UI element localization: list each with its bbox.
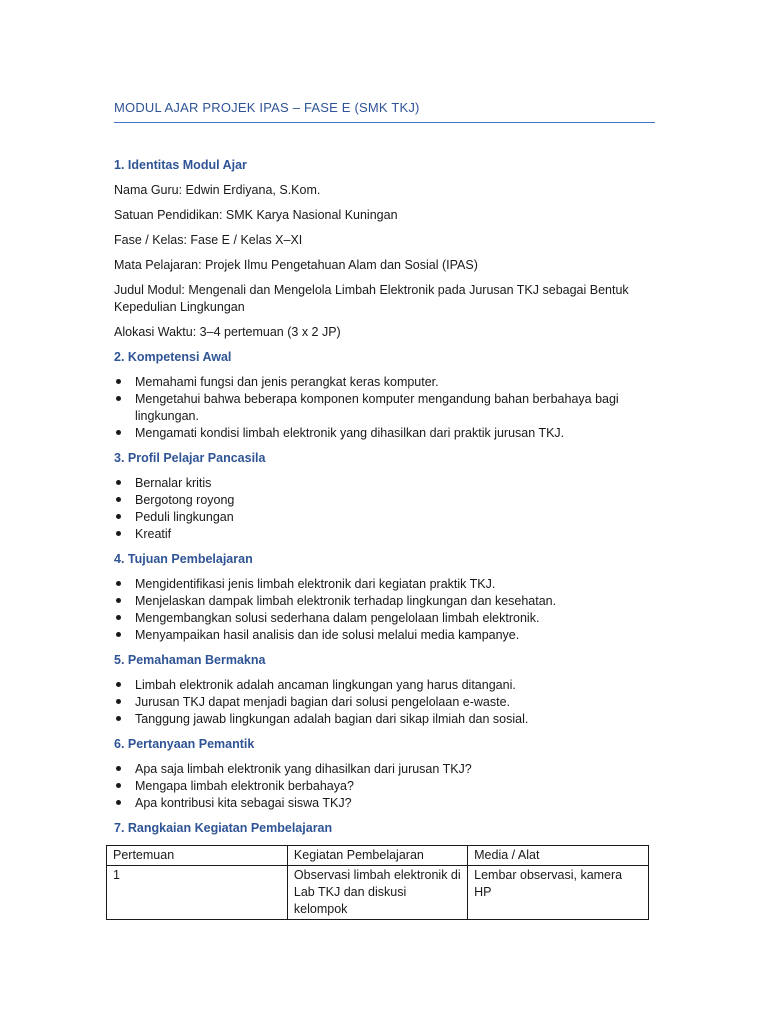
document-title: MODUL AJAR PROJEK IPAS – FASE E (SMK TKJ) — [114, 100, 420, 115]
column-header-pertemuan: Pertemuan — [107, 846, 288, 866]
document-body — [114, 157, 654, 920]
table-cell-media: Lembar observasi, kamera HP — [468, 866, 649, 920]
judul-modul: Judul Modul: Mengenali dan Mengelola Limbah Elektronik pada Jurusan TKJ sebagai Bentuk Kepedulian Lingkungan — [114, 283, 629, 314]
table-header-row — [107, 846, 649, 866]
fase-kelas: Fase / Kelas: Fase E / Kelas X–XI — [114, 233, 303, 247]
section-pertanyaan — [114, 736, 654, 812]
section-profil-pelajar — [114, 450, 654, 543]
list-item: Jurusan TKJ dapat menjadi bagian dari solusi pengelolaan e-waste. — [114, 694, 654, 711]
satuan-pendidikan: Satuan Pendidikan: SMK Karya Nasional Kuningan — [114, 208, 398, 222]
list-item: Tanggung jawab lingkungan adalah bagian dari sikap ilmiah dan sosial. — [114, 711, 654, 728]
list-item: Mengetahui bahwa beberapa komponen komputer mengandung bahan berbahaya bagi lingkungan. — [114, 391, 654, 425]
list-item: Mengidentifikasi jenis limbah elektronik dari kegiatan praktik TKJ. — [114, 576, 654, 593]
section-heading-kompetensi-awal: 2. Kompetensi Awal — [114, 350, 232, 364]
section-tujuan — [114, 551, 654, 644]
mata-pelajaran: Mata Pelajaran: Projek Ilmu Pengetahuan Alam dan Sosial (IPAS) — [114, 258, 478, 272]
column-header-media: Media / Alat — [468, 846, 649, 866]
column-header-kegiatan: Kegiatan Pembelajaran — [287, 846, 467, 866]
list-item: Apa kontribusi kita sebagai siswa TKJ? — [114, 795, 654, 812]
section-heading-pertanyaan: 6. Pertanyaan Pemantik — [114, 737, 255, 751]
table-row — [107, 866, 649, 920]
section-identitas — [114, 157, 654, 341]
profil-pelajar-list — [114, 475, 654, 543]
alokasi-waktu: Alokasi Waktu: 3–4 pertemuan (3 x 2 JP) — [114, 325, 341, 339]
section-rangkaian — [114, 820, 654, 920]
list-item: Mengapa limbah elektronik berbahaya? — [114, 778, 654, 795]
list-item: Mengamati kondisi limbah elektronik yang dihasilkan dari praktik jurusan TKJ. — [114, 425, 654, 442]
list-item: Menyampaikan hasil analisis dan ide solusi melalui media kampanye. — [114, 627, 654, 644]
list-item: Peduli lingkungan — [114, 509, 654, 526]
list-item: Menjelaskan dampak limbah elektronik terhadap lingkungan dan kesehatan. — [114, 593, 654, 610]
nama-guru: Nama Guru: Edwin Erdiyana, S.Kom. — [114, 183, 321, 197]
section-heading-profil-pelajar: 3. Profil Pelajar Pancasila — [114, 451, 266, 465]
kegiatan-table — [106, 845, 649, 920]
kompetensi-awal-list — [114, 374, 654, 442]
section-pemahaman — [114, 652, 654, 728]
list-item: Apa saja limbah elektronik yang dihasilkan dari jurusan TKJ? — [114, 761, 654, 778]
pertanyaan-list — [114, 761, 654, 812]
table-cell-pertemuan: 1 — [107, 866, 288, 920]
list-item: Memahami fungsi dan jenis perangkat keras komputer. — [114, 374, 654, 391]
section-heading-identitas: 1. Identitas Modul Ajar — [114, 158, 247, 172]
list-item: Limbah elektronik adalah ancaman lingkungan yang harus ditangani. — [114, 677, 654, 694]
tujuan-list — [114, 576, 654, 644]
section-kompetensi-awal — [114, 349, 654, 442]
list-item: Bergotong royong — [114, 492, 654, 509]
section-heading-rangkaian: 7. Rangkaian Kegiatan Pembelajaran — [114, 821, 333, 835]
section-heading-pemahaman: 5. Pemahaman Bermakna — [114, 653, 266, 667]
title-underline — [114, 122, 655, 123]
table-cell-kegiatan: Observasi limbah elektronik di Lab TKJ dan diskusi kelompok — [287, 866, 467, 920]
list-item: Bernalar kritis — [114, 475, 654, 492]
pemahaman-list — [114, 677, 654, 728]
section-heading-tujuan: 4. Tujuan Pembelajaran — [114, 552, 253, 566]
list-item: Mengembangkan solusi sederhana dalam pengelolaan limbah elektronik. — [114, 610, 654, 627]
list-item: Kreatif — [114, 526, 654, 543]
